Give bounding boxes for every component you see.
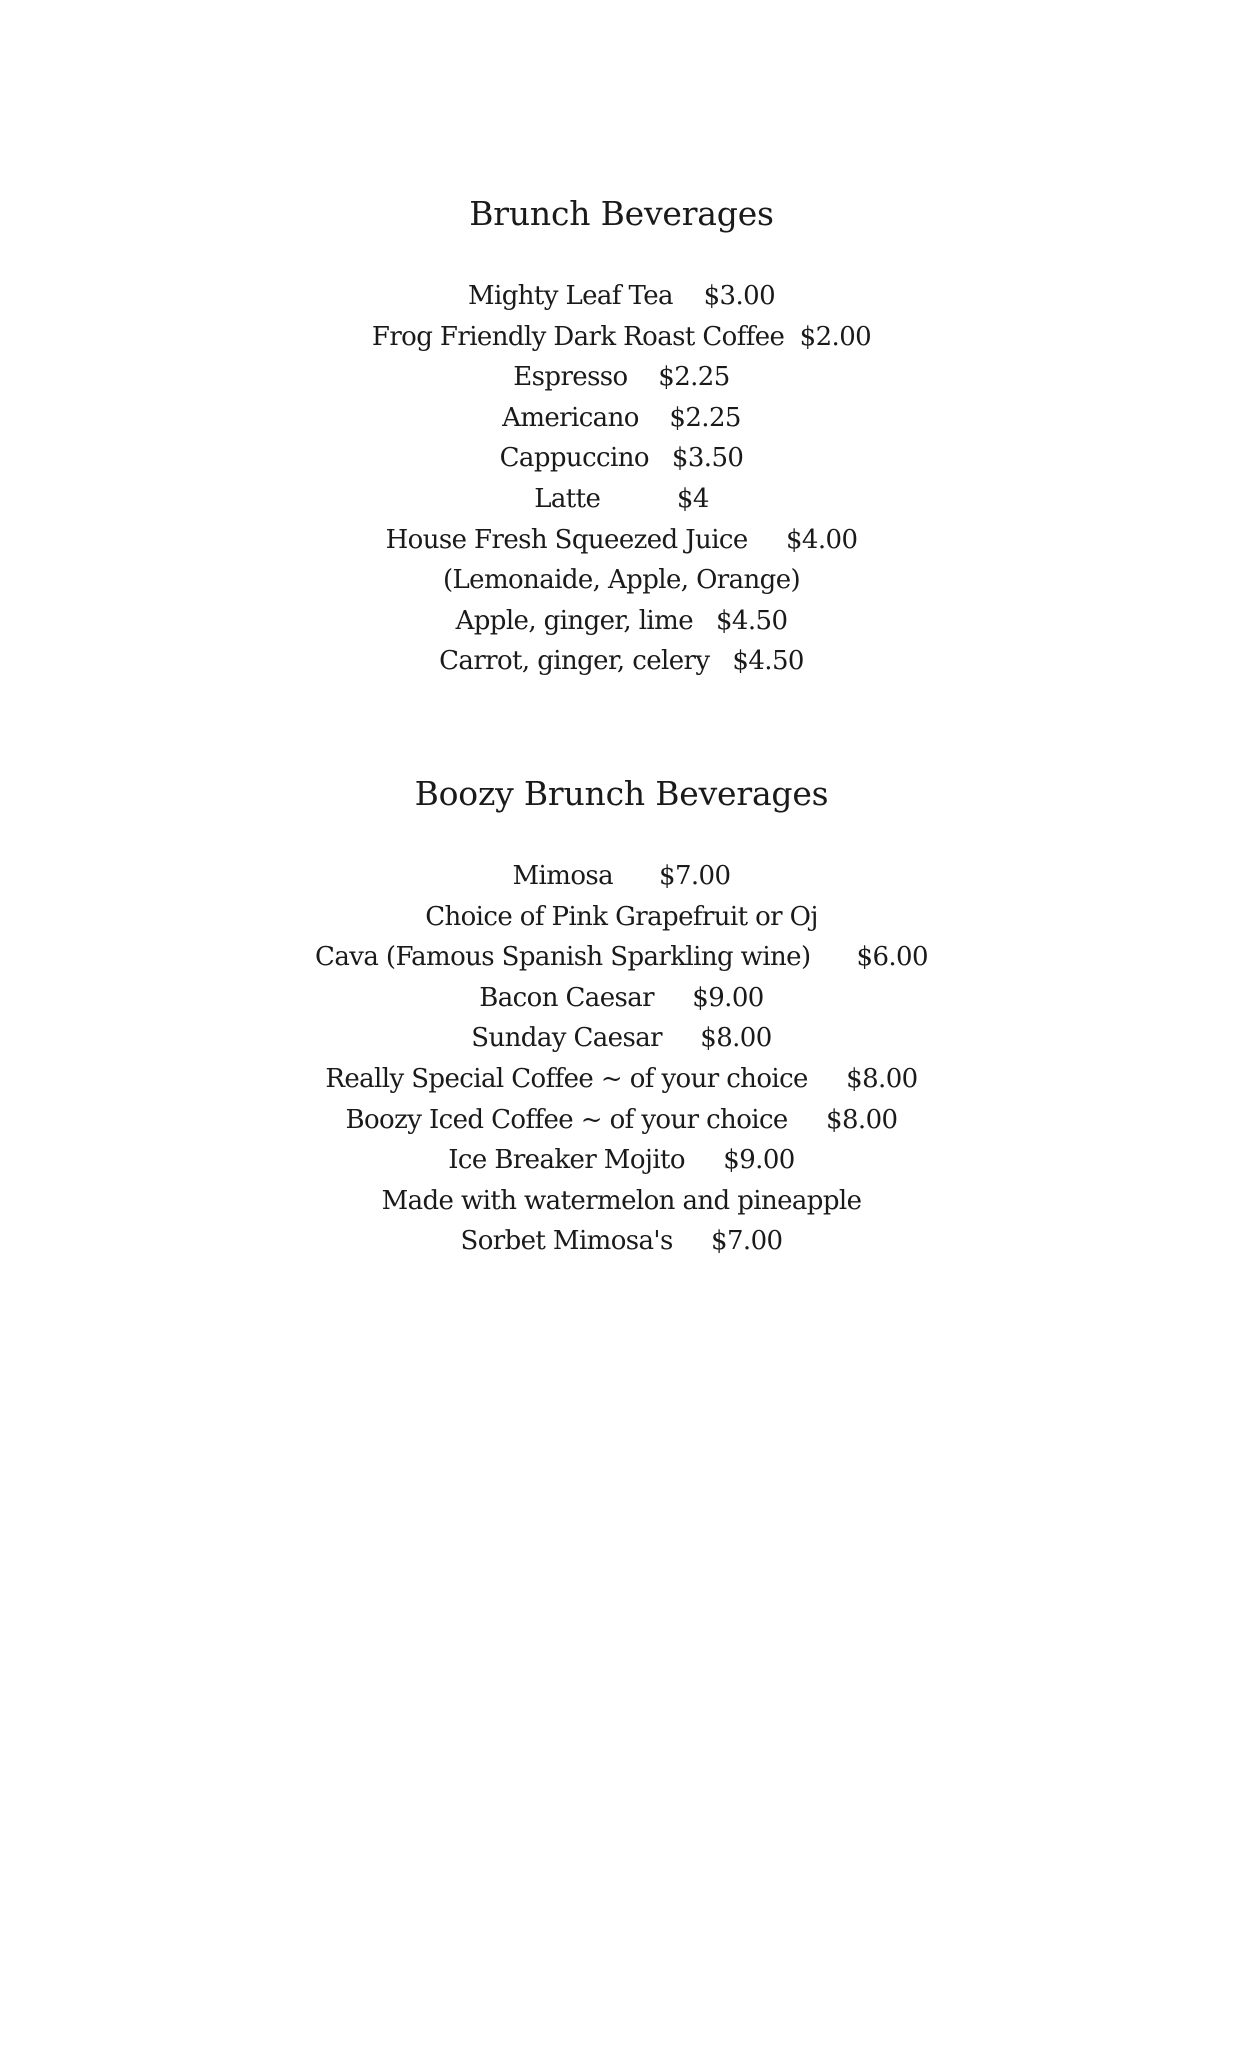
menu-line: Choice of Pink Grapefruit or Oj [425,901,818,932]
menu-item-list [0,276,1243,682]
menu-line: Made with watermelon and pineapple [381,1185,862,1216]
brunch-beverages-section [0,190,1243,682]
menu-line: Bacon Caesar $9.00 [479,982,764,1013]
section-heading: Boozy Brunch Beverages [414,774,829,813]
menu-line: (Lemonaide, Apple, Orange) [442,565,801,596]
menu-line: Cava (Famous Spanish Sparkling wine) $6.00 [315,942,928,973]
menu-line: Americano $2.25 [502,402,741,433]
menu-line: Espresso $2.25 [513,362,730,393]
menu-line: Sunday Caesar $8.00 [471,1023,772,1054]
menu-line: Mighty Leaf Tea $3.00 [467,281,776,311]
menu-item-list [0,856,1243,1262]
menu-line: Frog Friendly Dark Roast Coffee $2.00 [371,321,872,352]
menu-line: Carrot, ginger, celery $4.50 [439,646,804,677]
boozy-brunch-beverages-section [0,770,1243,1262]
menu-line: Boozy Iced Coffee ~ of your choice $8.00 [345,1104,898,1135]
menu-line: Ice Breaker Mojito $9.00 [448,1145,795,1176]
menu-line: Apple, ginger, lime $4.50 [455,605,788,636]
menu-line: Sorbet Mimosa's $7.00 [460,1226,783,1257]
section-heading: Brunch Beverages [469,194,774,233]
menu-line: Cappuccino $3.50 [499,443,744,474]
menu-line: Mimosa $7.00 [512,861,731,891]
menu-line: Latte $4 [534,483,709,514]
menu-line: House Fresh Squeezed Juice $4.00 [385,524,858,555]
menu-line: Really Special Coffee ~ of your choice $8.00 [325,1063,918,1094]
